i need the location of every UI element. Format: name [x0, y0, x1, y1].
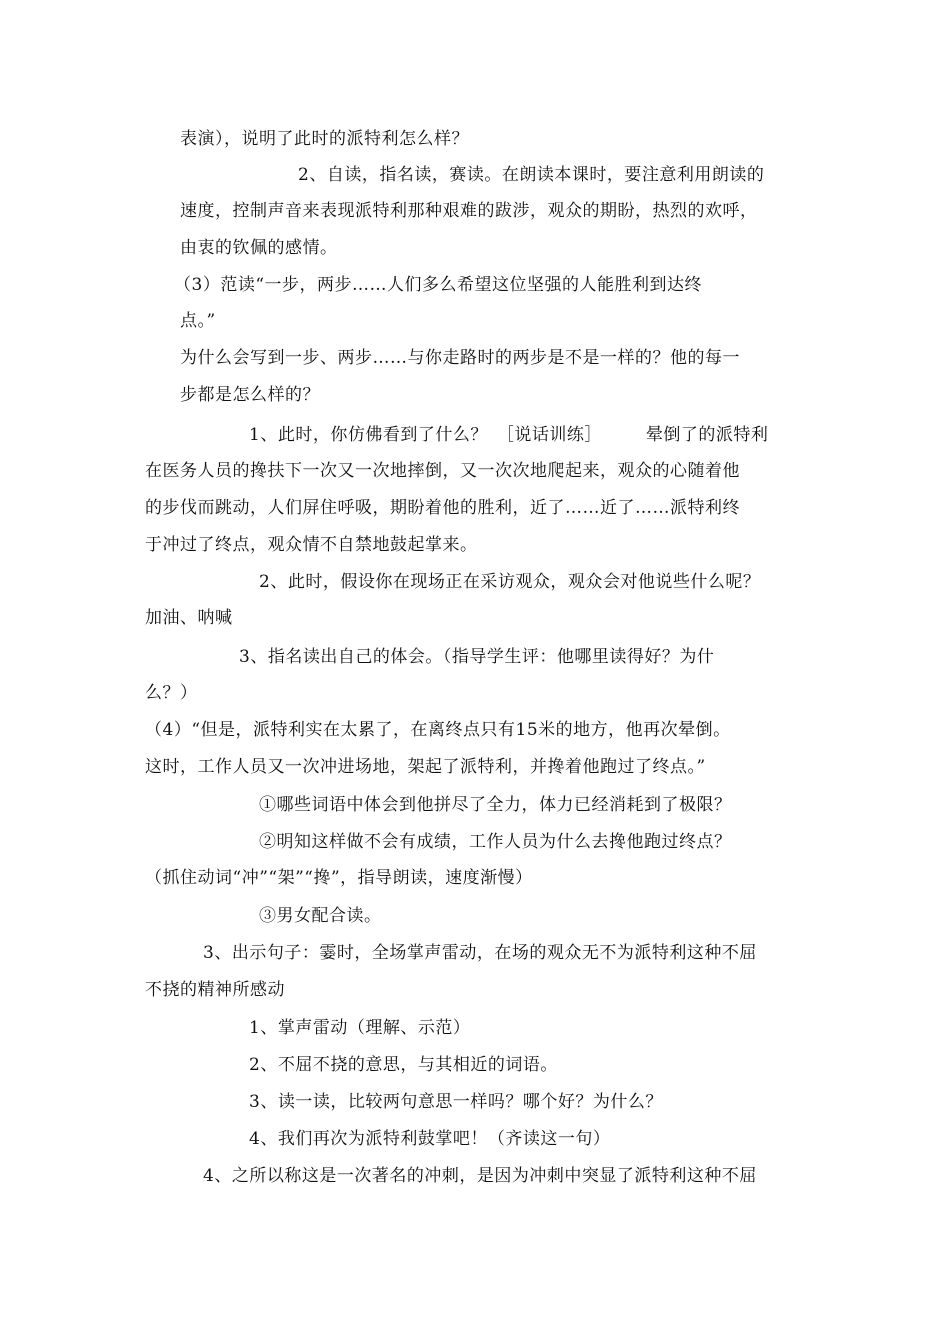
text-line: 3、读一读，比较两句意思一样吗？哪个好？为什么？ — [249, 1092, 663, 1112]
text-line: 1、掌声雷动（理解、示范） — [249, 1018, 471, 1038]
text-line: 为什么会写到一步、两步……与你走路时的两步是不是一样的？他的每一 — [180, 348, 740, 368]
text-line: （抓住动词“冲”“架”“搀”，指导朗读，速度渐慢） — [145, 868, 533, 888]
text-line: （3）范读“一步，两步……人们多么希望这位坚强的人能胜利到达终 — [174, 275, 703, 295]
text-line: 3、出示句子：霎时，全场掌声雷动，在场的观众无不为派特利这种不屈 — [203, 943, 757, 963]
text-line: 于冲过了终点，观众情不自禁地鼓起掌来。 — [145, 535, 478, 555]
text-line: 1、此时，你仿佛看到了什么？ ［说话训练］ 晕倒了的派特利 — [249, 425, 769, 445]
text-line: 这时，工作人员又一次冲进场地，架起了派特利，并搀着他跑过了终点。” — [145, 757, 706, 777]
text-line: 4、我们再次为派特利鼓掌吧！（齐读这一句） — [249, 1129, 611, 1149]
text-line: 表演），说明了此时的派特利怎么样？ — [180, 129, 469, 149]
text-line: ③男女配合读。 — [259, 906, 382, 926]
text-line: （4）“但是，派特利实在太累了，在离终点只有15米的地方，他再次晕倒。 — [145, 720, 731, 740]
text-line: 么？） — [145, 683, 198, 703]
text-line: 不挠的精神所感动 — [145, 980, 285, 1000]
text-line: 点。” — [180, 311, 216, 331]
text-line: ①哪些词语中体会到他拼尽了全力，体力已经消耗到了极限？ — [259, 795, 732, 815]
text-line: 在医务人员的搀扶下一次又一次地摔倒，又一次次地爬起来，观众的心随着他 — [145, 461, 740, 481]
text-line: 由衷的钦佩的感情。 — [180, 238, 338, 258]
text-line: 2、此时，假设你在现场正在采访观众，观众会对他说些什么呢？ — [259, 572, 761, 592]
text-line: 的步伐而跳动，人们屏住呼吸，期盼着他的胜利，近了……近了……派特利终 — [145, 498, 740, 518]
text-line: 3、指名读出自己的体会。（指导学生评：他哪里读得好？为什 — [239, 647, 715, 667]
text-line: 速度，控制声音来表现派特利那种艰难的跋涉，观众的期盼，热烈的欢呼， — [180, 201, 758, 221]
text-line: 步都是怎么样的？ — [180, 385, 320, 405]
text-line: 2、自读，指名读，赛读。在朗读本课时，要注意利用朗读的 — [298, 165, 765, 185]
text-line: ②明知这样做不会有成绩，工作人员为什么去搀他跑过终点？ — [259, 832, 732, 852]
text-line: 2、不屈不挠的意思，与其相近的词语。 — [249, 1055, 558, 1075]
text-line: 4、之所以称这是一次著名的冲刺，是因为冲刺中突显了派特利这种不屈 — [203, 1166, 757, 1186]
text-line: 加油、呐喊 — [145, 608, 233, 628]
